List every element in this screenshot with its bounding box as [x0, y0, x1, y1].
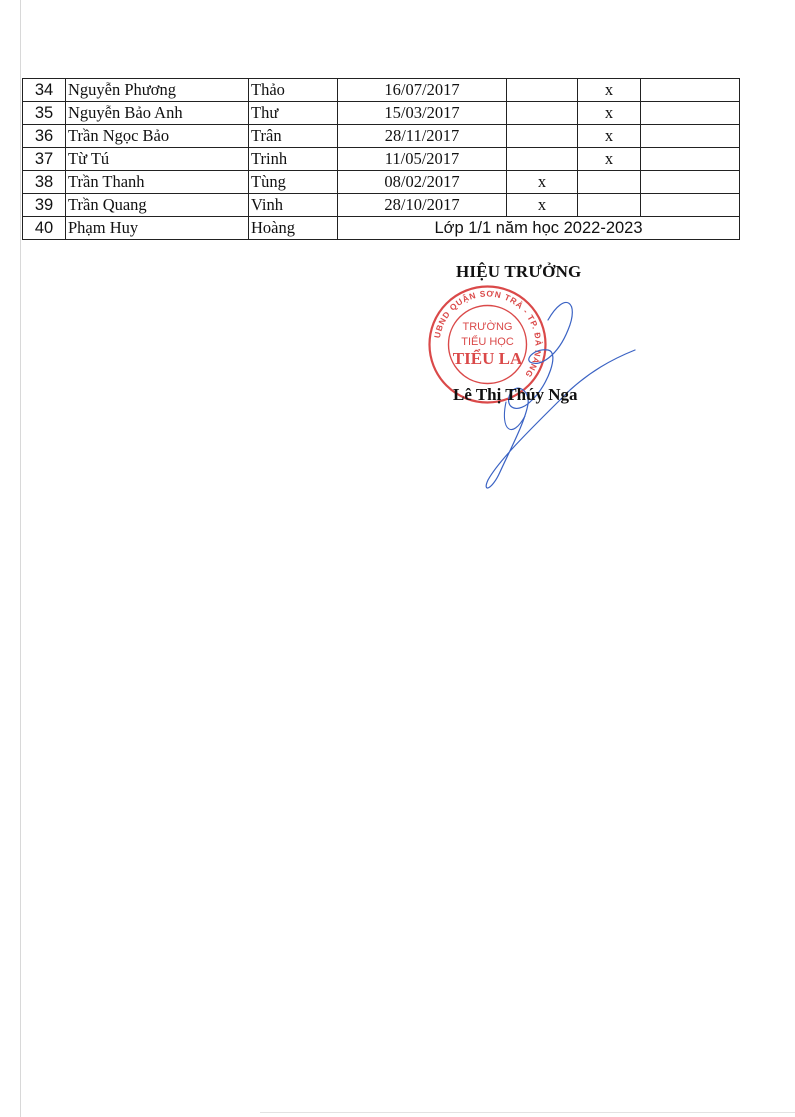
row-number: 36: [23, 125, 66, 148]
table-row: [23, 194, 740, 217]
dob-cell: 08/02/2017: [338, 171, 507, 194]
stamp-line-3: TIỂU LA: [452, 349, 523, 368]
mark-cell-a: [507, 79, 578, 102]
last-name-cell: Trần Ngọc Bảo: [66, 125, 249, 148]
row-number: 38: [23, 171, 66, 194]
page-edge-bottom: [260, 1112, 795, 1113]
last-name-cell: Trần Quang: [66, 194, 249, 217]
last-name-cell: Từ Tú: [66, 148, 249, 171]
class-note-cell: Lớp 1/1 năm học 2022-2023: [338, 217, 740, 240]
signature-title: HIỆU TRƯỞNG: [456, 262, 582, 281]
mark-cell-b: x: [578, 102, 641, 125]
first-name-cell: Thảo: [249, 79, 338, 102]
mark-cell-a: [507, 125, 578, 148]
last-name-cell: Nguyễn Phương: [66, 79, 249, 102]
first-name-cell: Thư: [249, 102, 338, 125]
mark-cell-c: [641, 102, 740, 125]
dob-cell: 11/05/2017: [338, 148, 507, 171]
table-row: [23, 171, 740, 194]
mark-cell-b: x: [578, 148, 641, 171]
dob-cell: 15/03/2017: [338, 102, 507, 125]
table-row: [23, 102, 740, 125]
mark-cell-c: [641, 171, 740, 194]
row-number: 40: [23, 217, 66, 240]
mark-cell-c: [641, 79, 740, 102]
row-number: 35: [23, 102, 66, 125]
row-number: 39: [23, 194, 66, 217]
mark-cell-a: x: [507, 194, 578, 217]
mark-cell-b: [578, 194, 641, 217]
mark-cell-c: [641, 125, 740, 148]
mark-cell-b: x: [578, 79, 641, 102]
first-name-cell: Hoàng: [249, 217, 338, 240]
last-name-cell: Nguyễn Bảo Anh: [66, 102, 249, 125]
last-row: [23, 217, 740, 240]
stamp-ring-text: UBND QUẬN SƠN TRÀ - TP. ĐÀ NẴNG: [431, 288, 544, 380]
row-number: 37: [23, 148, 66, 171]
dob-cell: 16/07/2017: [338, 79, 507, 102]
table-row: [23, 125, 740, 148]
stamp-line-2: TIỂU HỌC: [461, 336, 514, 348]
table-row: [23, 79, 740, 102]
first-name-cell: Trinh: [249, 148, 338, 171]
mark-cell-a: [507, 102, 578, 125]
mark-cell-c: [641, 194, 740, 217]
student-table: [22, 78, 740, 240]
mark-cell-b: [578, 171, 641, 194]
first-name-cell: Trân: [249, 125, 338, 148]
mark-cell-c: [641, 148, 740, 171]
page-edge: [20, 0, 21, 1117]
mark-cell-b: x: [578, 125, 641, 148]
dob-cell: 28/11/2017: [338, 125, 507, 148]
last-name-cell: Phạm Huy: [66, 217, 249, 240]
table-row: [23, 148, 740, 171]
student-table-body: [23, 79, 740, 240]
mark-cell-a: [507, 148, 578, 171]
mark-cell-a: x: [507, 171, 578, 194]
first-name-cell: Tùng: [249, 171, 338, 194]
stamp-line-1: TRƯỜNG: [462, 321, 513, 333]
first-name-cell: Vinh: [249, 194, 338, 217]
row-number: 34: [23, 79, 66, 102]
dob-cell: 28/10/2017: [338, 194, 507, 217]
last-name-cell: Trần Thanh: [66, 171, 249, 194]
principal-name: Lê Thị Thúy Nga: [453, 385, 578, 404]
